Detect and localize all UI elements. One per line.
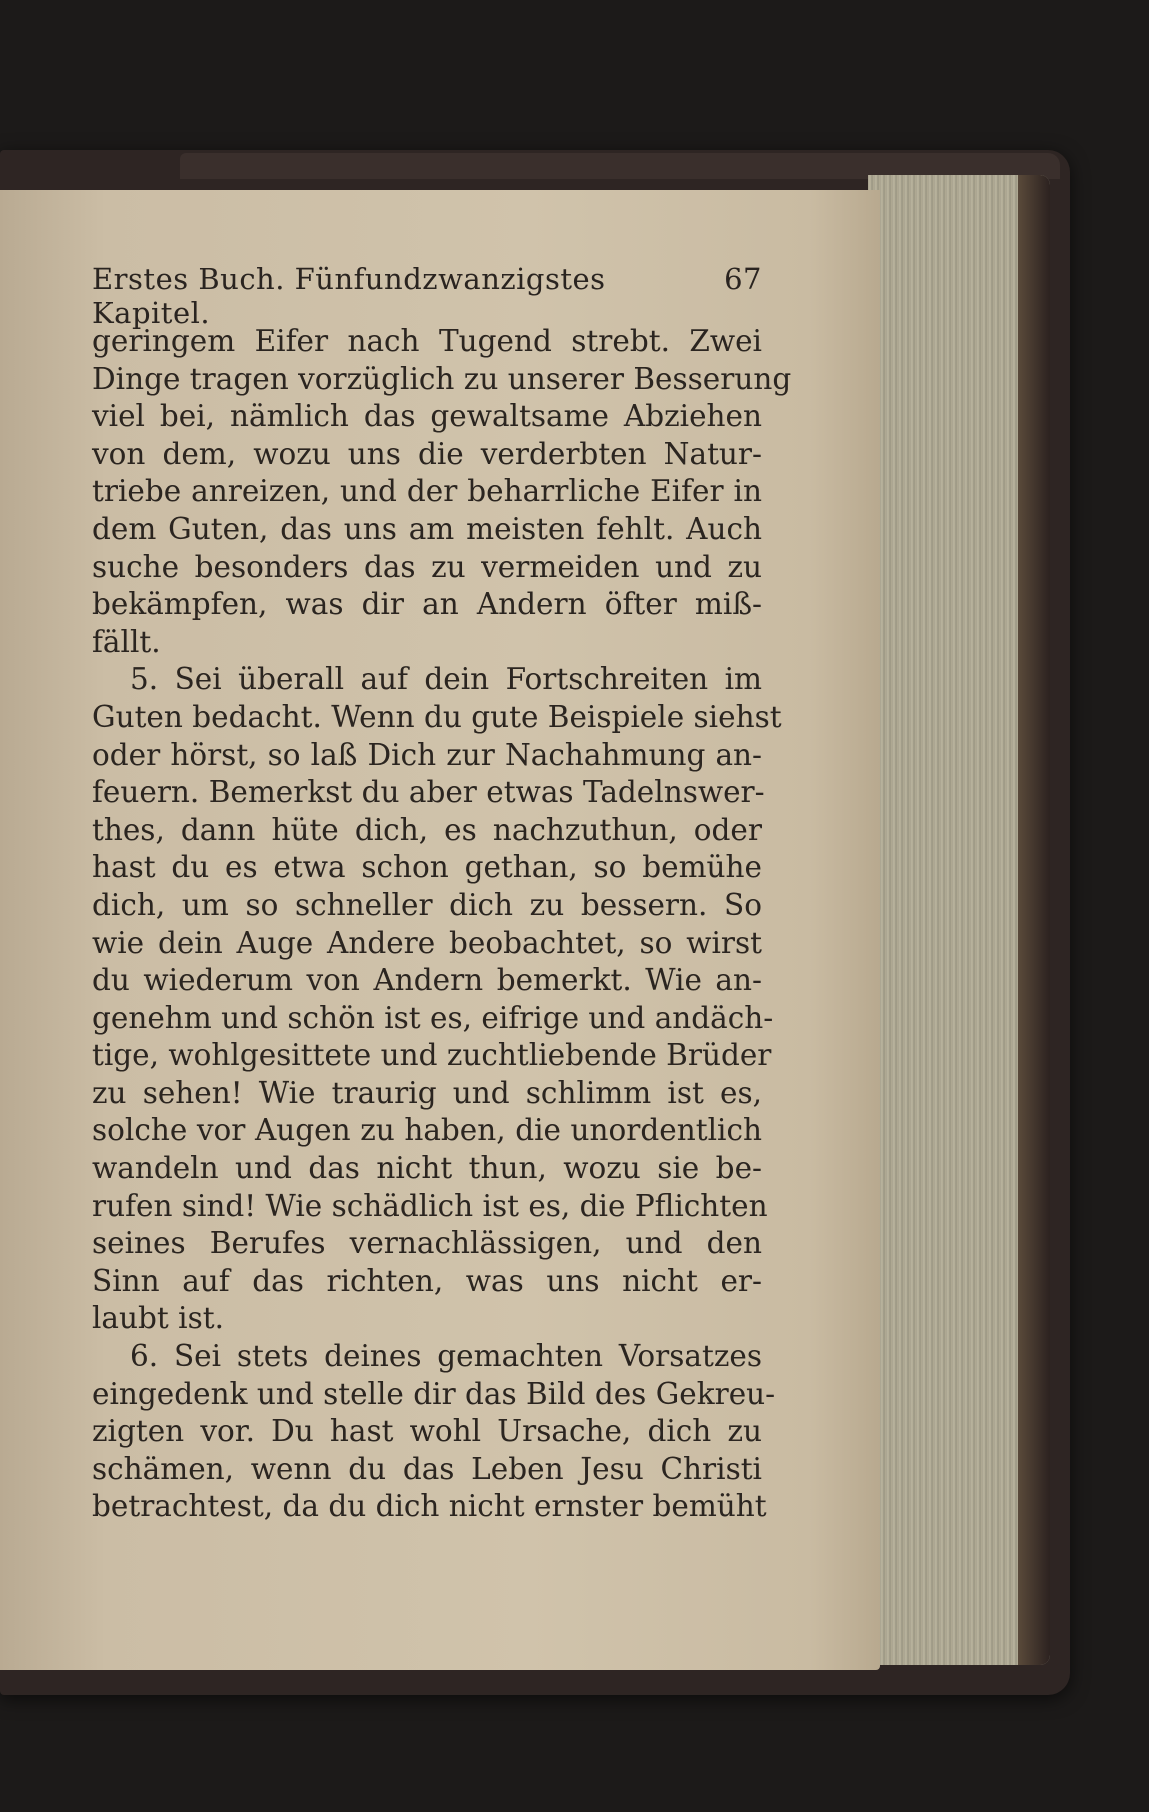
header-title: Erstes Buch. Fünfundzwanzigstes Kapitel. [92, 262, 606, 330]
text-line: 6. Sei stets deines gemachten Vorsatzes [130, 1339, 762, 1374]
text-line: dich, um so schneller dich zu bessern. So [92, 887, 762, 922]
running-header [92, 262, 762, 330]
text-line: 5. Sei überall auf dein Fortschreiten im [130, 662, 762, 697]
text-line: zu sehen! Wie traurig und schlimm ist es, [92, 1075, 762, 1110]
text-line: laubt ist. [92, 1301, 224, 1336]
text-line: seines Berufes vernachlässigen, und den [92, 1226, 762, 1261]
text-line: oder hörst, so laß Dich zur Nachahmung an- [92, 737, 762, 772]
page-edges [868, 175, 1050, 1665]
text-line: wandeln und das nicht thun, wozu sie be- [92, 1151, 762, 1186]
text-line: Dinge tragen vorzüglich zu unserer Besserung [92, 361, 792, 396]
text-line: zigten vor. Du hast wohl Ursache, dich zu [92, 1414, 762, 1449]
text-line: wie dein Auge Andere beobachtet, so wirst [92, 925, 762, 960]
text-line: schämen, wenn du das Leben Jesu Christi [92, 1451, 762, 1486]
text-line: von dem, wozu uns die verderbten Natur- [92, 436, 762, 471]
text-line: Sinn auf das richten, was uns nicht er- [92, 1263, 762, 1298]
text-line: viel bei, nämlich das gewaltsame Abziehen [92, 399, 762, 434]
text-line: hast du es etwa schon gethan, so bemühe [92, 850, 762, 885]
text-line: geringem Eifer nach Tugend strebt. Zwei [92, 324, 762, 358]
text-line: feuern. Bemerkst du aber etwas Tadelnswer- [92, 775, 765, 810]
text-line: betrachtest, da du dich nicht ernster bemüht [92, 1489, 767, 1524]
page-body [92, 323, 792, 1526]
text-line: tige, wohlgesittete und zuchtliebende Brüder [92, 1038, 772, 1073]
text-line: dem Guten, das uns am meisten fehlt. Auch [92, 511, 762, 546]
text-line: thes, dann hüte dich, es nachzuthun, oder [92, 812, 762, 847]
text-line: bekämpfen, was dir an Andern öfter miß- [92, 587, 762, 622]
text-line: du wiederum von Andern bemerkt. Wie an- [92, 963, 762, 998]
text-line: rufen sind! Wie schädlich ist es, die Pflichten [92, 1188, 768, 1223]
text-line: Guten bedacht. Wenn du gute Beispiele siehst [92, 699, 782, 734]
text-line: triebe anreizen, und der beharrliche Eifer in [92, 474, 762, 509]
text-line: solche vor Augen zu haben, die unordentlich [92, 1113, 762, 1148]
page-number: 67 [724, 262, 762, 296]
text-line: suche besonders das zu vermeiden und zu [92, 549, 762, 584]
text-line: fällt. [92, 624, 161, 659]
text-line: genehm und schön ist es, eifrige und andäch- [92, 1000, 774, 1035]
text-line: eingedenk und stelle dir das Bild des Gekreu- [92, 1376, 776, 1411]
